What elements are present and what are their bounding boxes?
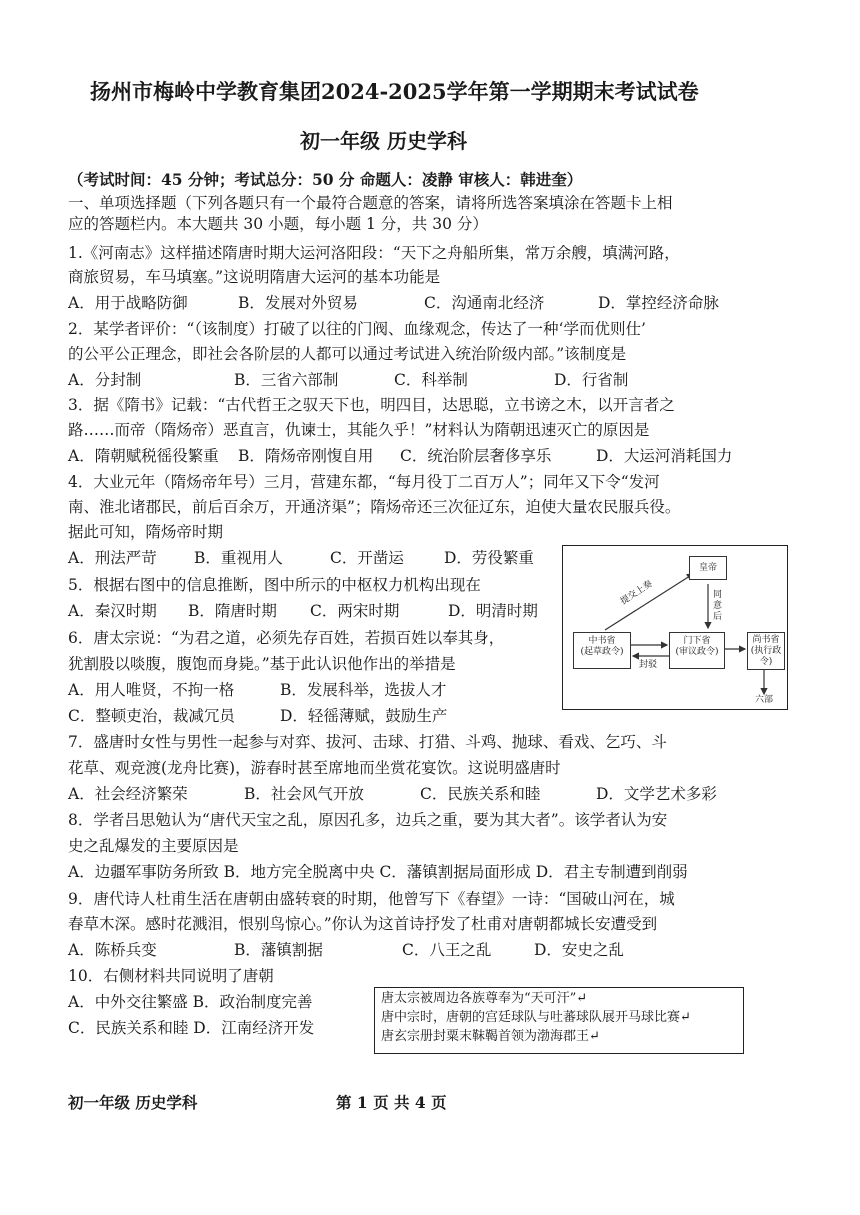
- q7-option-c: C．民族关系和睦: [420, 785, 541, 803]
- shangshu-box: [747, 632, 785, 670]
- zhongshu-box: [573, 632, 631, 669]
- q4-option-d: D．劳役繁重: [444, 549, 534, 567]
- q4-stem-line3: 据此可知，隋炀帝时期: [68, 523, 224, 541]
- q8-options: A．边疆军事防务所致 B．地方完全脱离中央 C．藩镇割据局面形成 D．君主专制遭到削弱: [68, 863, 688, 881]
- q2-stem-line2: 的公平公正理念，即社会各阶层的人都可以通过考试进入统治阶级内部。”该制度是: [68, 345, 627, 363]
- q3-option-b: B．隋炀帝刚愎自用: [238, 447, 374, 465]
- q5-stem-line1: 5．根据右图中的信息推断，图中所示的中枢权力机构出现在: [68, 576, 481, 594]
- q2-option-a: A．分封制: [68, 371, 142, 389]
- shangshu-label: 尚书省: [752, 635, 780, 645]
- material-line2: 唐中宗时，唐朝的宫廷球队与吐蕃球队展开马球比赛↵: [381, 1010, 691, 1025]
- zhongshu-sub: (起草政令): [580, 647, 624, 657]
- q3-stem-line2: 路……而帝（隋炀帝）恶直言，仇谏士，其能久乎！”材料认为隋朝迅速灭亡的原因是: [68, 421, 650, 439]
- shangshu-sub: (执行政令): [750, 646, 782, 667]
- emperor-box: 皇帝: [689, 556, 727, 580]
- q3-option-c: C．统治阶层奢侈享乐: [400, 447, 552, 465]
- submit-label: 提交上奏: [618, 579, 655, 608]
- q5-option-b: B．隋唐时期: [188, 602, 277, 620]
- q1-option-c: C．沟通南北经济: [424, 294, 545, 312]
- q1-option-d: D．掌控经济命脉: [598, 294, 719, 312]
- q9-stem-line1: 9．唐代诗人杜甫生活在唐朝由盛转衰的时期，他曾写下《春望》一诗：“国破山河在，城: [68, 890, 675, 908]
- q7-option-a: A．社会经济繁荣: [68, 785, 188, 803]
- menxia-sub: (审议政令): [675, 647, 719, 657]
- section-heading-line2: 应的答题栏内。本大题共 30 小题，每小题 1 分，共 30 分）: [68, 215, 488, 233]
- q6-option-a: A．用人唯贤，不拘一格: [68, 681, 235, 699]
- q1-stem-line2: 商旅贸易，车马填塞。”这说明隋唐大运河的基本功能是: [68, 268, 441, 286]
- q2-option-c: C．科举制: [394, 371, 468, 389]
- q5-option-a: A．秦汉时期: [68, 602, 157, 620]
- menxia-label: 门下省: [683, 636, 711, 646]
- q6-option-d: D．轻徭薄赋，鼓励生产: [280, 707, 448, 725]
- q1-option-a: A．用于战略防御: [68, 294, 188, 312]
- q7-option-d: D．文学艺术多彩: [596, 785, 717, 803]
- exam-title: 扬州市梅岭中学教育集团2024-2025学年第一学期期末考试试卷: [90, 79, 699, 104]
- q9-option-a: A．陈桥兵变: [68, 941, 157, 959]
- q6-stem-line1: 6．唐太宗说：“为君之道，必须先存百姓，若损百姓以奉其身，: [68, 629, 505, 647]
- q6-stem-line2: 犹割股以啖腹，腹饱而身毙。”基于此认识他作出的举措是: [68, 655, 456, 673]
- q8-stem-line1: 8．学者吕思勉认为“唐代天宝之乱，原因孔多，边兵之重，要为其大者”。该学者认为安: [68, 811, 668, 829]
- q8-stem-line2: 史之乱爆发的主要原因是: [68, 837, 239, 855]
- menxia-box: [669, 632, 725, 669]
- q4-option-a: A．刑法严苛: [68, 549, 157, 567]
- q6-option-c: C．整顿吏治，裁减冗员: [68, 707, 235, 725]
- q5-option-c: C．两宋时期: [310, 602, 400, 620]
- q1-option-b: B．发展对外贸易: [238, 294, 358, 312]
- q2-stem-line1: 2．某学者评价：“（该制度）打破了以往的门阀、血缘观念，传达了一种‘学而优则仕’: [68, 320, 646, 338]
- central-government-diagram: [562, 545, 788, 710]
- q9-stem-line2: 春草木深。感时花溅泪，恨别鸟惊心。”你认为这首诗抒发了杜甫对唐朝都城长安遭受到: [68, 915, 658, 933]
- q10-options-cd: C．民族关系和睦 D．江南经济开发: [68, 1019, 315, 1037]
- footer-subject: 初一年级 历史学科: [68, 1093, 198, 1112]
- q6-option-b: B．发展科举，选拔人才: [280, 681, 447, 699]
- material-line1: 唐太宗被周边各族尊奉为“天可汗”↵: [381, 991, 588, 1006]
- q2-option-b: B．三省六部制: [234, 371, 339, 389]
- q10-stem-line1: 10．右侧材料共同说明了唐朝: [68, 967, 274, 985]
- q4-option-b: B．重视用人: [194, 549, 283, 567]
- material-line3: 唐玄宗册封粟末靺鞨首领为渤海郡王↵: [381, 1029, 600, 1044]
- exam-info: （考试时间：45 分钟；考试总分：50 分 命题人：凌静 审核人：韩进奎）: [68, 170, 583, 189]
- q3-option-d: D．大运河消耗国力: [596, 447, 733, 465]
- zhongshu-label: 中书省: [588, 636, 616, 646]
- six-ministries-label: 六部: [755, 695, 774, 705]
- q9-option-b: B．藩镇割据: [234, 941, 323, 959]
- reject-label: 封驳: [639, 660, 658, 670]
- q4-option-c: C．开凿运: [330, 549, 404, 567]
- approve-label: 同意后: [713, 590, 723, 622]
- footer-page-number: 第 1 页 共 4 页: [336, 1093, 447, 1112]
- q1-stem-line1: 1.《河南志》这样描述隋唐时期大运河洛阳段：“天下之舟船所集，常万余艘，填满河路，: [68, 244, 680, 262]
- section-heading-line1: 一、单项选择题（下列各题只有一个最符合题意的答案，请将所选答案填涂在答题卡上相: [68, 194, 673, 212]
- q7-option-b: B．社会风气开放: [244, 785, 364, 803]
- q9-option-c: C．八王之乱: [402, 941, 492, 959]
- q3-stem-line1: 3．据《隋书》记载：“古代哲王之驭天下也，明四目，达思聪，立书谤之木，以开言者之: [68, 396, 675, 414]
- q4-stem-line2: 南、淮北诸郡民，前后百余万，开通济渠”；隋炀帝还三次征辽东，迫使大量农民服兵役。: [68, 498, 681, 516]
- exam-subtitle: 初一年级 历史学科: [300, 129, 467, 153]
- q5-option-d: D．明清时期: [448, 602, 538, 620]
- q7-stem-line2: 花草、观竞渡(龙舟比赛)，游春时甚至席地而坐赏花宴饮。这说明盛唐时: [68, 759, 561, 777]
- q10-material-box: [374, 987, 744, 1054]
- q7-stem-line1: 7．盛唐时女性与男性一起参与对弈、拔河、击球、打猎、斗鸡、抛球、看戏、乞巧、斗: [68, 733, 667, 751]
- q3-option-a: A．隋朝赋税徭役繁重: [68, 447, 219, 465]
- diagram-arrows: [563, 546, 787, 709]
- q2-option-d: D．行省制: [554, 371, 629, 389]
- q9-option-d: D．安史之乱: [534, 941, 624, 959]
- q10-options-ab: A．中外交往繁盛 B．政治制度完善: [68, 993, 313, 1011]
- q4-stem-line1: 4．大业元年（隋炀帝年号）三月，营建东都，“每月役丁二百万人”；同年又下令“发河: [68, 473, 660, 491]
